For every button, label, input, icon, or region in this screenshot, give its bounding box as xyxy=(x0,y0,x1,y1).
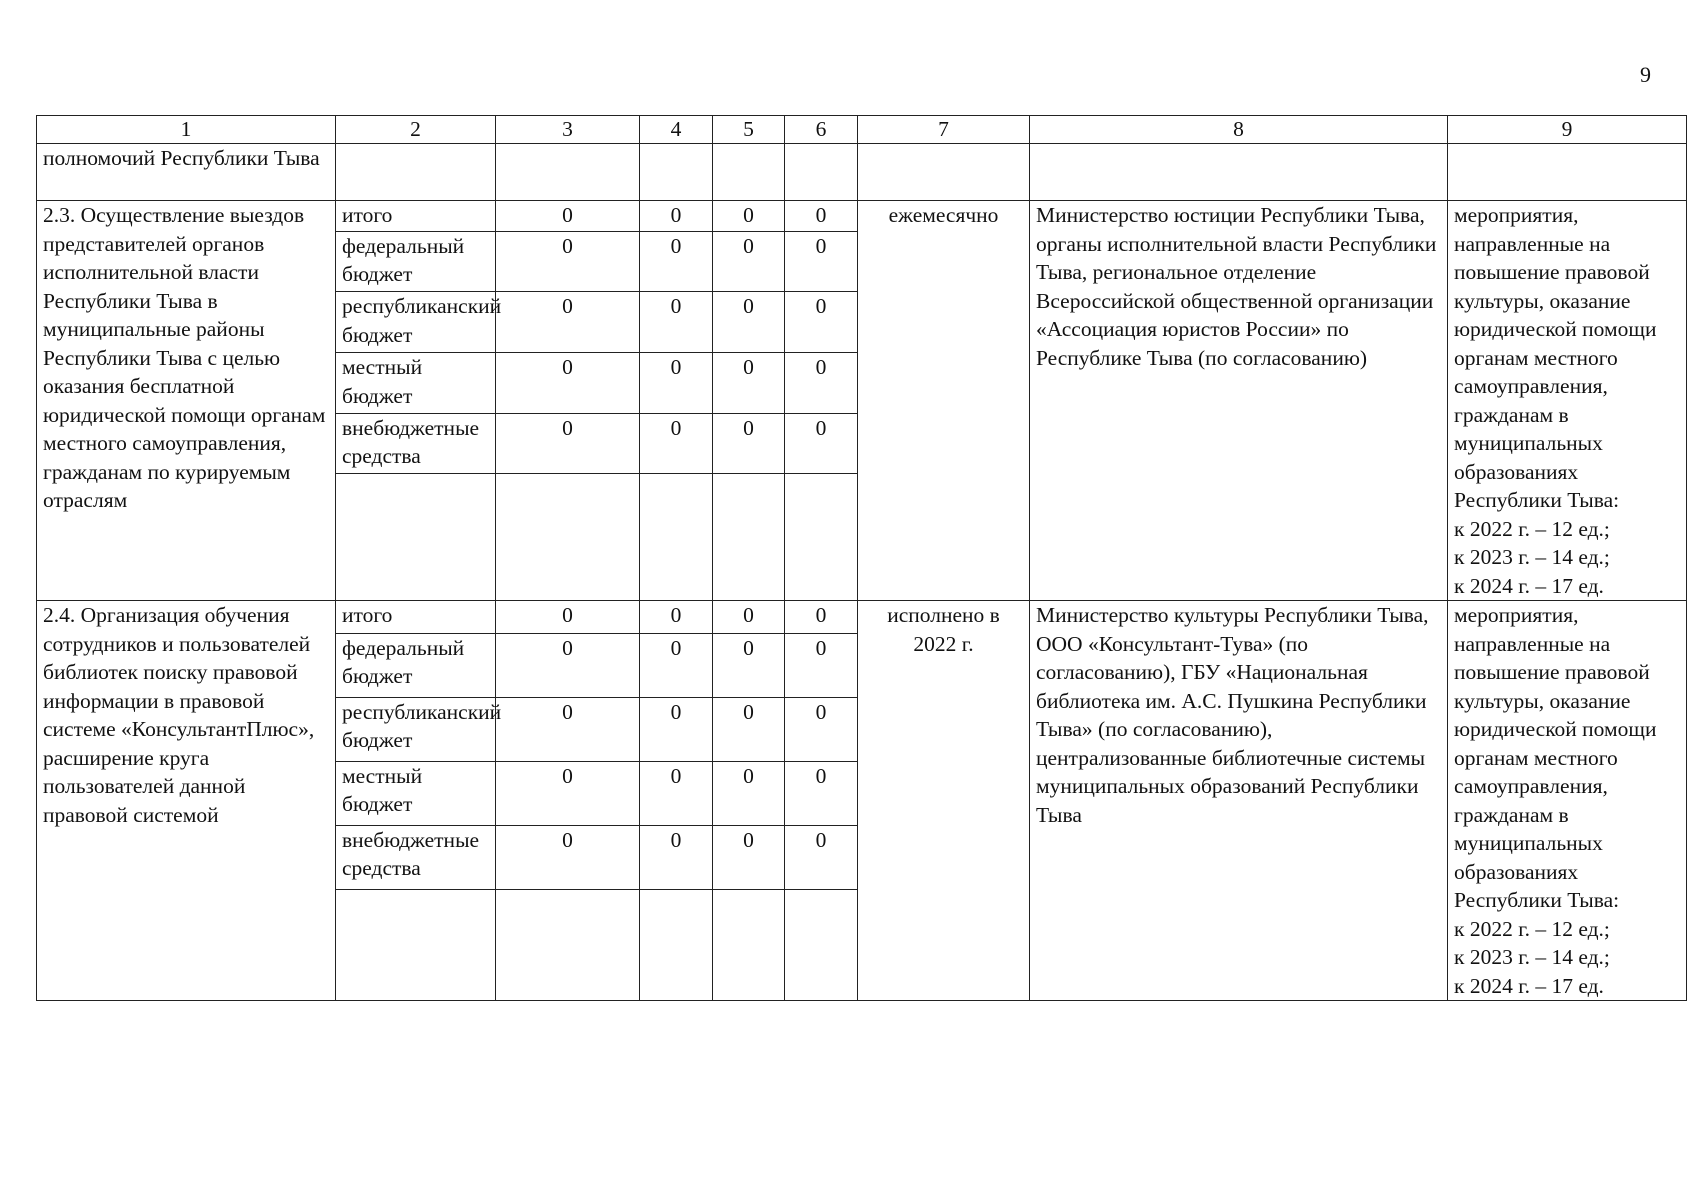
activity-cell: 2.3. Осуществление выездов представителей органов исполнительной власти Республики Тыва в муниципальные районы Республики Тыва с целью оказания бесплатной юридической помощи органам местного самоуправления, гражданам по курируемым отраслям xyxy=(37,201,336,601)
executors-cell: Министерство культуры Республики Тыва, ООО «Консультант-Тува» (по согласованию), ГБУ «Национальная библиотека им. А.С. Пушкина Республики Тыва» (по согласованию), централизованные библиотечные системы муниципальных образований Республики Тыва xyxy=(1030,601,1448,1001)
value-col5: 0 xyxy=(713,825,785,889)
page-number: 9 xyxy=(1640,62,1651,87)
value-col3: 0 xyxy=(496,601,640,634)
value-col6: 0 xyxy=(785,697,858,761)
value-col4: 0 xyxy=(640,697,713,761)
target-2023: к 2023 г. – 14 ед.; xyxy=(1454,945,1610,969)
col-header-6: 6 xyxy=(785,116,858,144)
value-col3: 0 xyxy=(496,825,640,889)
value-col3: 0 xyxy=(496,697,640,761)
col-header-1: 1 xyxy=(37,116,336,144)
target-2022: к 2022 г. – 12 ед.; xyxy=(1454,916,1610,941)
col-header-4: 4 xyxy=(640,116,713,144)
activity-cell: 2.4. Организация обучения сотрудников и пользователей библиотек поиску правовой информации в правовой системе «КонсультантПлюс», расширение круга пользователей данной правовой системой xyxy=(37,601,336,1001)
col-header-2: 2 xyxy=(336,116,496,144)
value-col6: 0 xyxy=(785,413,858,474)
value-col3: 0 xyxy=(496,761,640,825)
funding-source: федеральный бюджет xyxy=(336,231,496,292)
value-col5: 0 xyxy=(713,231,785,292)
value-col5: 0 xyxy=(713,601,785,634)
target-2024: к 2024 г. – 17 ед. xyxy=(1454,573,1604,598)
result-text: мероприятия, направленные на повышение правовой культуры, оказание юридической помощи органам местного самоуправления, гражданам в муниципальных образованиях Республики Тыва: xyxy=(1454,603,1657,912)
funding-source: местный бюджет xyxy=(336,761,496,825)
continuation-row xyxy=(37,144,1687,201)
funding-source: внебюджетные средства xyxy=(336,825,496,889)
value-col4: 0 xyxy=(640,353,713,414)
value-col6: 0 xyxy=(785,633,858,697)
value-col5: 0 xyxy=(713,633,785,697)
col-header-3: 3 xyxy=(496,116,640,144)
header-row xyxy=(37,116,1687,144)
value-col6: 0 xyxy=(785,825,858,889)
continuation-activity: полномочий Республики Тыва xyxy=(37,144,336,201)
term-cell: исполнено в 2022 г. xyxy=(858,601,1030,1001)
value-col6: 0 xyxy=(785,601,858,634)
result-text: мероприятия, направленные на повышение правовой культуры, оказание юридической помощи органам местного самоуправления, гражданам в муниципальных образованиях Республики Тыва: xyxy=(1454,203,1657,512)
value-col3: 0 xyxy=(496,353,640,414)
value-col3: 0 xyxy=(496,292,640,353)
value-col3: 0 xyxy=(496,231,640,292)
table-row xyxy=(37,201,1687,232)
value-col6: 0 xyxy=(785,292,858,353)
program-table xyxy=(36,115,1687,1001)
value-col5: 0 xyxy=(713,292,785,353)
table-row xyxy=(37,601,1687,634)
col-header-5: 5 xyxy=(713,116,785,144)
term-cell: ежемесячно xyxy=(858,201,1030,601)
value-col4: 0 xyxy=(640,231,713,292)
funding-source: федеральный бюджет xyxy=(336,633,496,697)
value-col5: 0 xyxy=(713,413,785,474)
funding-source: итого xyxy=(336,601,496,634)
value-col6: 0 xyxy=(785,201,858,232)
funding-source: республиканский бюджет xyxy=(336,292,496,353)
col-header-7: 7 xyxy=(858,116,1030,144)
col-header-8: 8 xyxy=(1030,116,1448,144)
value-col5: 0 xyxy=(713,761,785,825)
value-col6: 0 xyxy=(785,761,858,825)
value-col6: 0 xyxy=(785,231,858,292)
value-col3: 0 xyxy=(496,413,640,474)
value-col4: 0 xyxy=(640,633,713,697)
value-col5: 0 xyxy=(713,353,785,414)
funding-source: итого xyxy=(336,201,496,232)
funding-source: местный бюджет xyxy=(336,353,496,414)
value-col5: 0 xyxy=(713,201,785,232)
funding-source: республиканский бюджет xyxy=(336,697,496,761)
executors-cell: Министерство юстиции Республики Тыва, органы исполнительной власти Республики Тыва, региональное отделение Всероссийской общественной организации «Ассоциация юристов России» по Республике Тыва (по согласованию) xyxy=(1030,201,1448,601)
value-col4: 0 xyxy=(640,201,713,232)
target-2022: к 2022 г. – 12 ед.; xyxy=(1454,516,1610,541)
value-col3: 0 xyxy=(496,201,640,232)
target-2023: к 2023 г. – 14 ед.; xyxy=(1454,545,1610,569)
value-col6: 0 xyxy=(785,353,858,414)
value-col4: 0 xyxy=(640,413,713,474)
value-col4: 0 xyxy=(640,292,713,353)
target-2024: к 2024 г. – 17 ед. xyxy=(1454,973,1604,998)
value-col3: 0 xyxy=(496,633,640,697)
value-col4: 0 xyxy=(640,825,713,889)
funding-source: внебюджетные средства xyxy=(336,413,496,474)
result-cell xyxy=(1448,601,1687,1001)
result-cell xyxy=(1448,201,1687,601)
value-col4: 0 xyxy=(640,761,713,825)
value-col5: 0 xyxy=(713,697,785,761)
col-header-9: 9 xyxy=(1448,116,1687,144)
value-col4: 0 xyxy=(640,601,713,634)
